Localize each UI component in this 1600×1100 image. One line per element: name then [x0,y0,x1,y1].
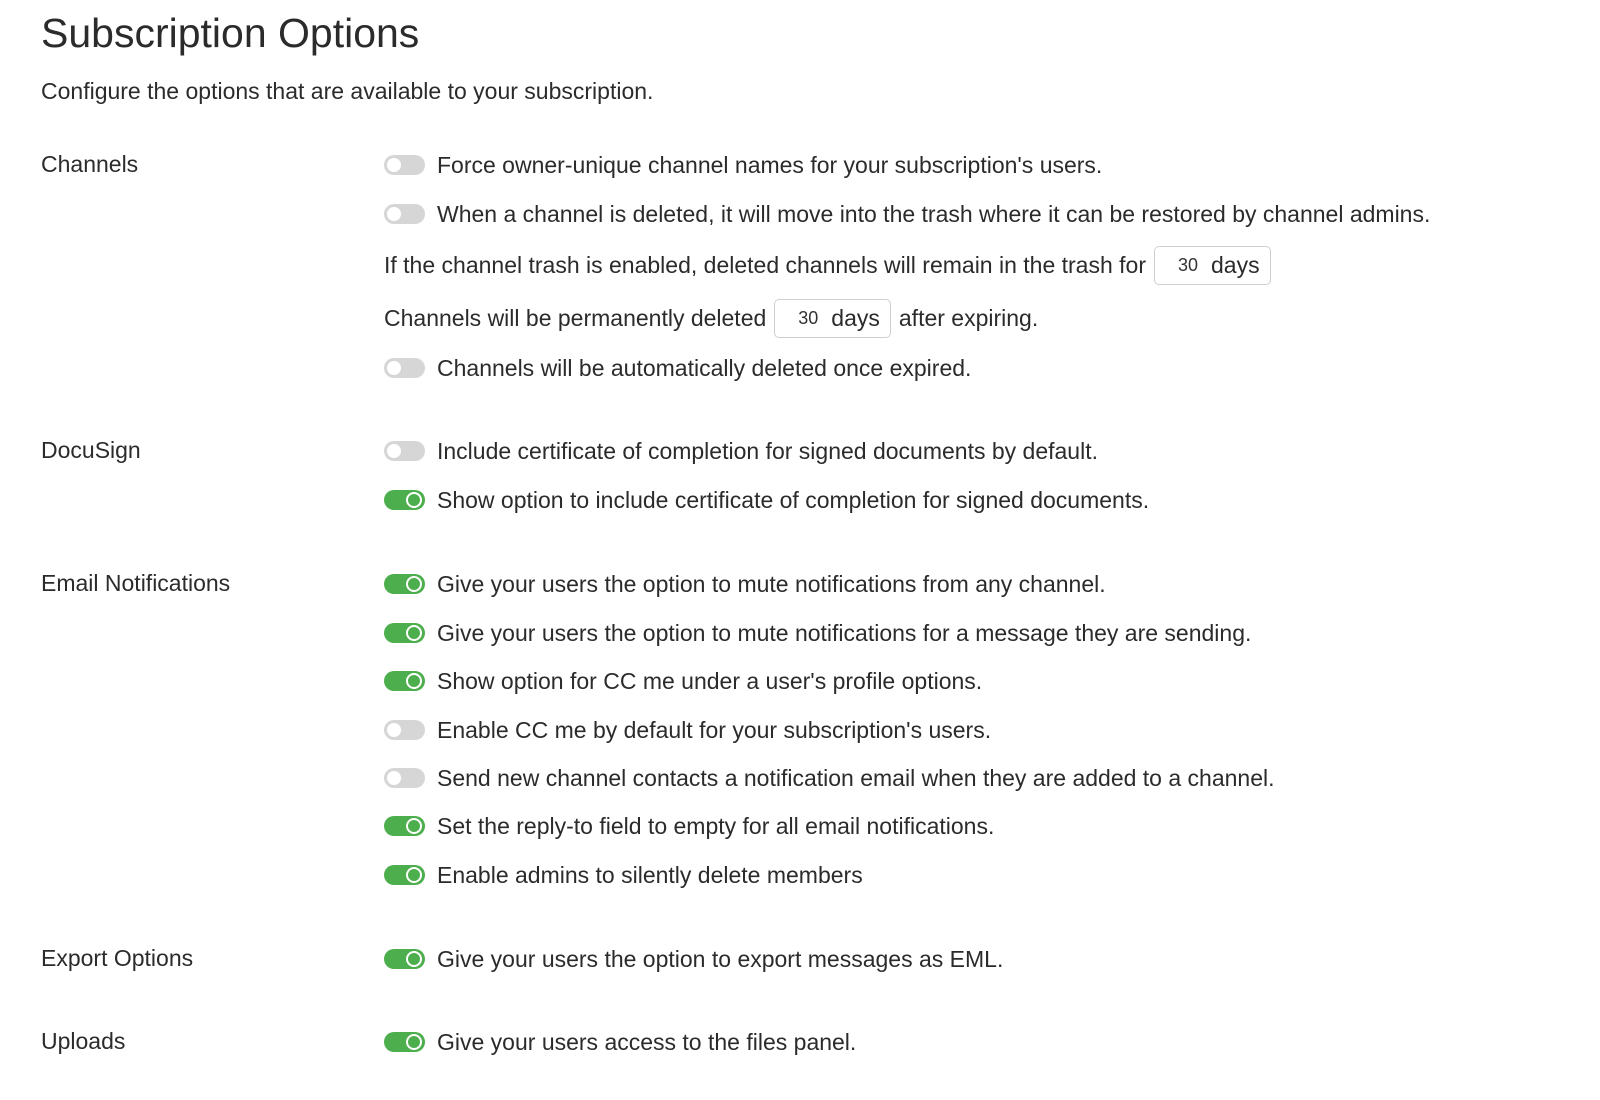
option-notify-new-contacts [384,758,1275,798]
option-force-unique-names [384,145,1102,185]
option-show-cc-me [384,661,982,701]
option-label: Give your users the option to mute notifications from any channel. [437,570,1106,597]
page-title: Subscription Options [41,10,420,56]
page-subtitle: Configure the options that are available to your subscription. [41,78,654,104]
option-label: Send new channel contacts a notification email when they are added to a channel. [437,764,1275,791]
permanent-delete-text: Channels will be permanently deleted [384,304,767,331]
section-label-export-options: Export Options [41,945,194,971]
toggle-switch[interactable] [384,1032,425,1052]
toggle-knob [406,867,422,883]
option-mute-sending-message [384,613,1251,653]
option-cc-me-default [384,710,991,750]
option-label: Show option for CC me under a user's profile options. [437,667,983,694]
toggle-switch[interactable] [384,720,425,740]
option-label: Channels will be automatically deleted once expired. [437,354,972,381]
toggle-knob [387,723,401,737]
toggle-knob [387,771,401,785]
toggle-switch[interactable] [384,155,425,175]
option-label: When a channel is deleted, it will move into the trash where it can be restored by channel admins. [437,200,1431,227]
trash-retention-text: If the channel trash is enabled, deleted channels will remain in the trash for [384,251,1146,278]
option-label: Show option to include certificate of completion for signed documents. [437,486,1150,513]
option-auto-delete [384,348,971,388]
trash-retention-days-input[interactable] [1165,255,1211,276]
toggle-switch[interactable] [384,441,425,461]
option-label: Give your users the option to mute notifications for a message they are sending. [437,619,1252,646]
section-label-docusign: DocuSign [41,437,141,463]
toggle-switch[interactable] [384,949,425,969]
trash-retention-days-field [1154,246,1271,285]
toggle-switch[interactable] [384,623,425,643]
toggle-switch[interactable] [384,204,425,224]
permanent-delete-days-input[interactable] [785,308,831,329]
option-mute-any-channel [384,564,1106,604]
option-permanent-delete [384,298,1038,338]
permanent-delete-days-field [774,299,891,338]
toggle-switch[interactable] [384,865,425,885]
option-show-certificate [384,480,1149,520]
toggle-knob [406,625,422,641]
option-include-certificate [384,431,1098,471]
section-label-channels: Channels [41,151,139,177]
toggle-knob [387,207,401,221]
option-export-eml [384,939,1003,979]
section-label-uploads: Uploads [41,1028,126,1054]
toggle-switch[interactable] [384,768,425,788]
toggle-switch[interactable] [384,816,425,836]
section-label-email-notifications: Email Notifications [41,570,231,596]
option-empty-reply-to [384,806,994,846]
toggle-switch[interactable] [384,490,425,510]
option-label: Force owner-unique channel names for your subscription's users. [437,151,1103,178]
toggle-knob [406,818,422,834]
option-files-panel [384,1022,856,1062]
toggle-knob [406,492,422,508]
option-label: Give your users the option to export messages as EML. [437,945,1004,972]
toggle-knob [406,1034,422,1050]
option-label: Enable CC me by default for your subscription's users. [437,716,992,743]
toggle-knob [387,444,401,458]
toggle-knob [387,158,401,172]
option-label: Include certificate of completion for signed documents by default. [437,437,1098,464]
permanent-delete-suffix: after expiring. [898,304,1039,331]
days-unit-label: days [831,304,880,331]
option-label: Enable admins to silently delete members [437,861,863,888]
toggle-switch[interactable] [384,671,425,691]
option-trash-on-delete [384,194,1430,234]
toggle-knob [406,673,422,689]
option-label: Give your users access to the files panel. [437,1028,857,1055]
option-label: Set the reply-to field to empty for all email notifications. [437,812,995,839]
toggle-knob [406,951,422,967]
toggle-switch[interactable] [384,574,425,594]
days-unit-label: days [1211,251,1260,278]
toggle-switch[interactable] [384,358,425,378]
toggle-knob [387,361,401,375]
option-trash-retention [384,245,1279,285]
toggle-knob [406,576,422,592]
option-silent-delete-members [384,855,863,895]
